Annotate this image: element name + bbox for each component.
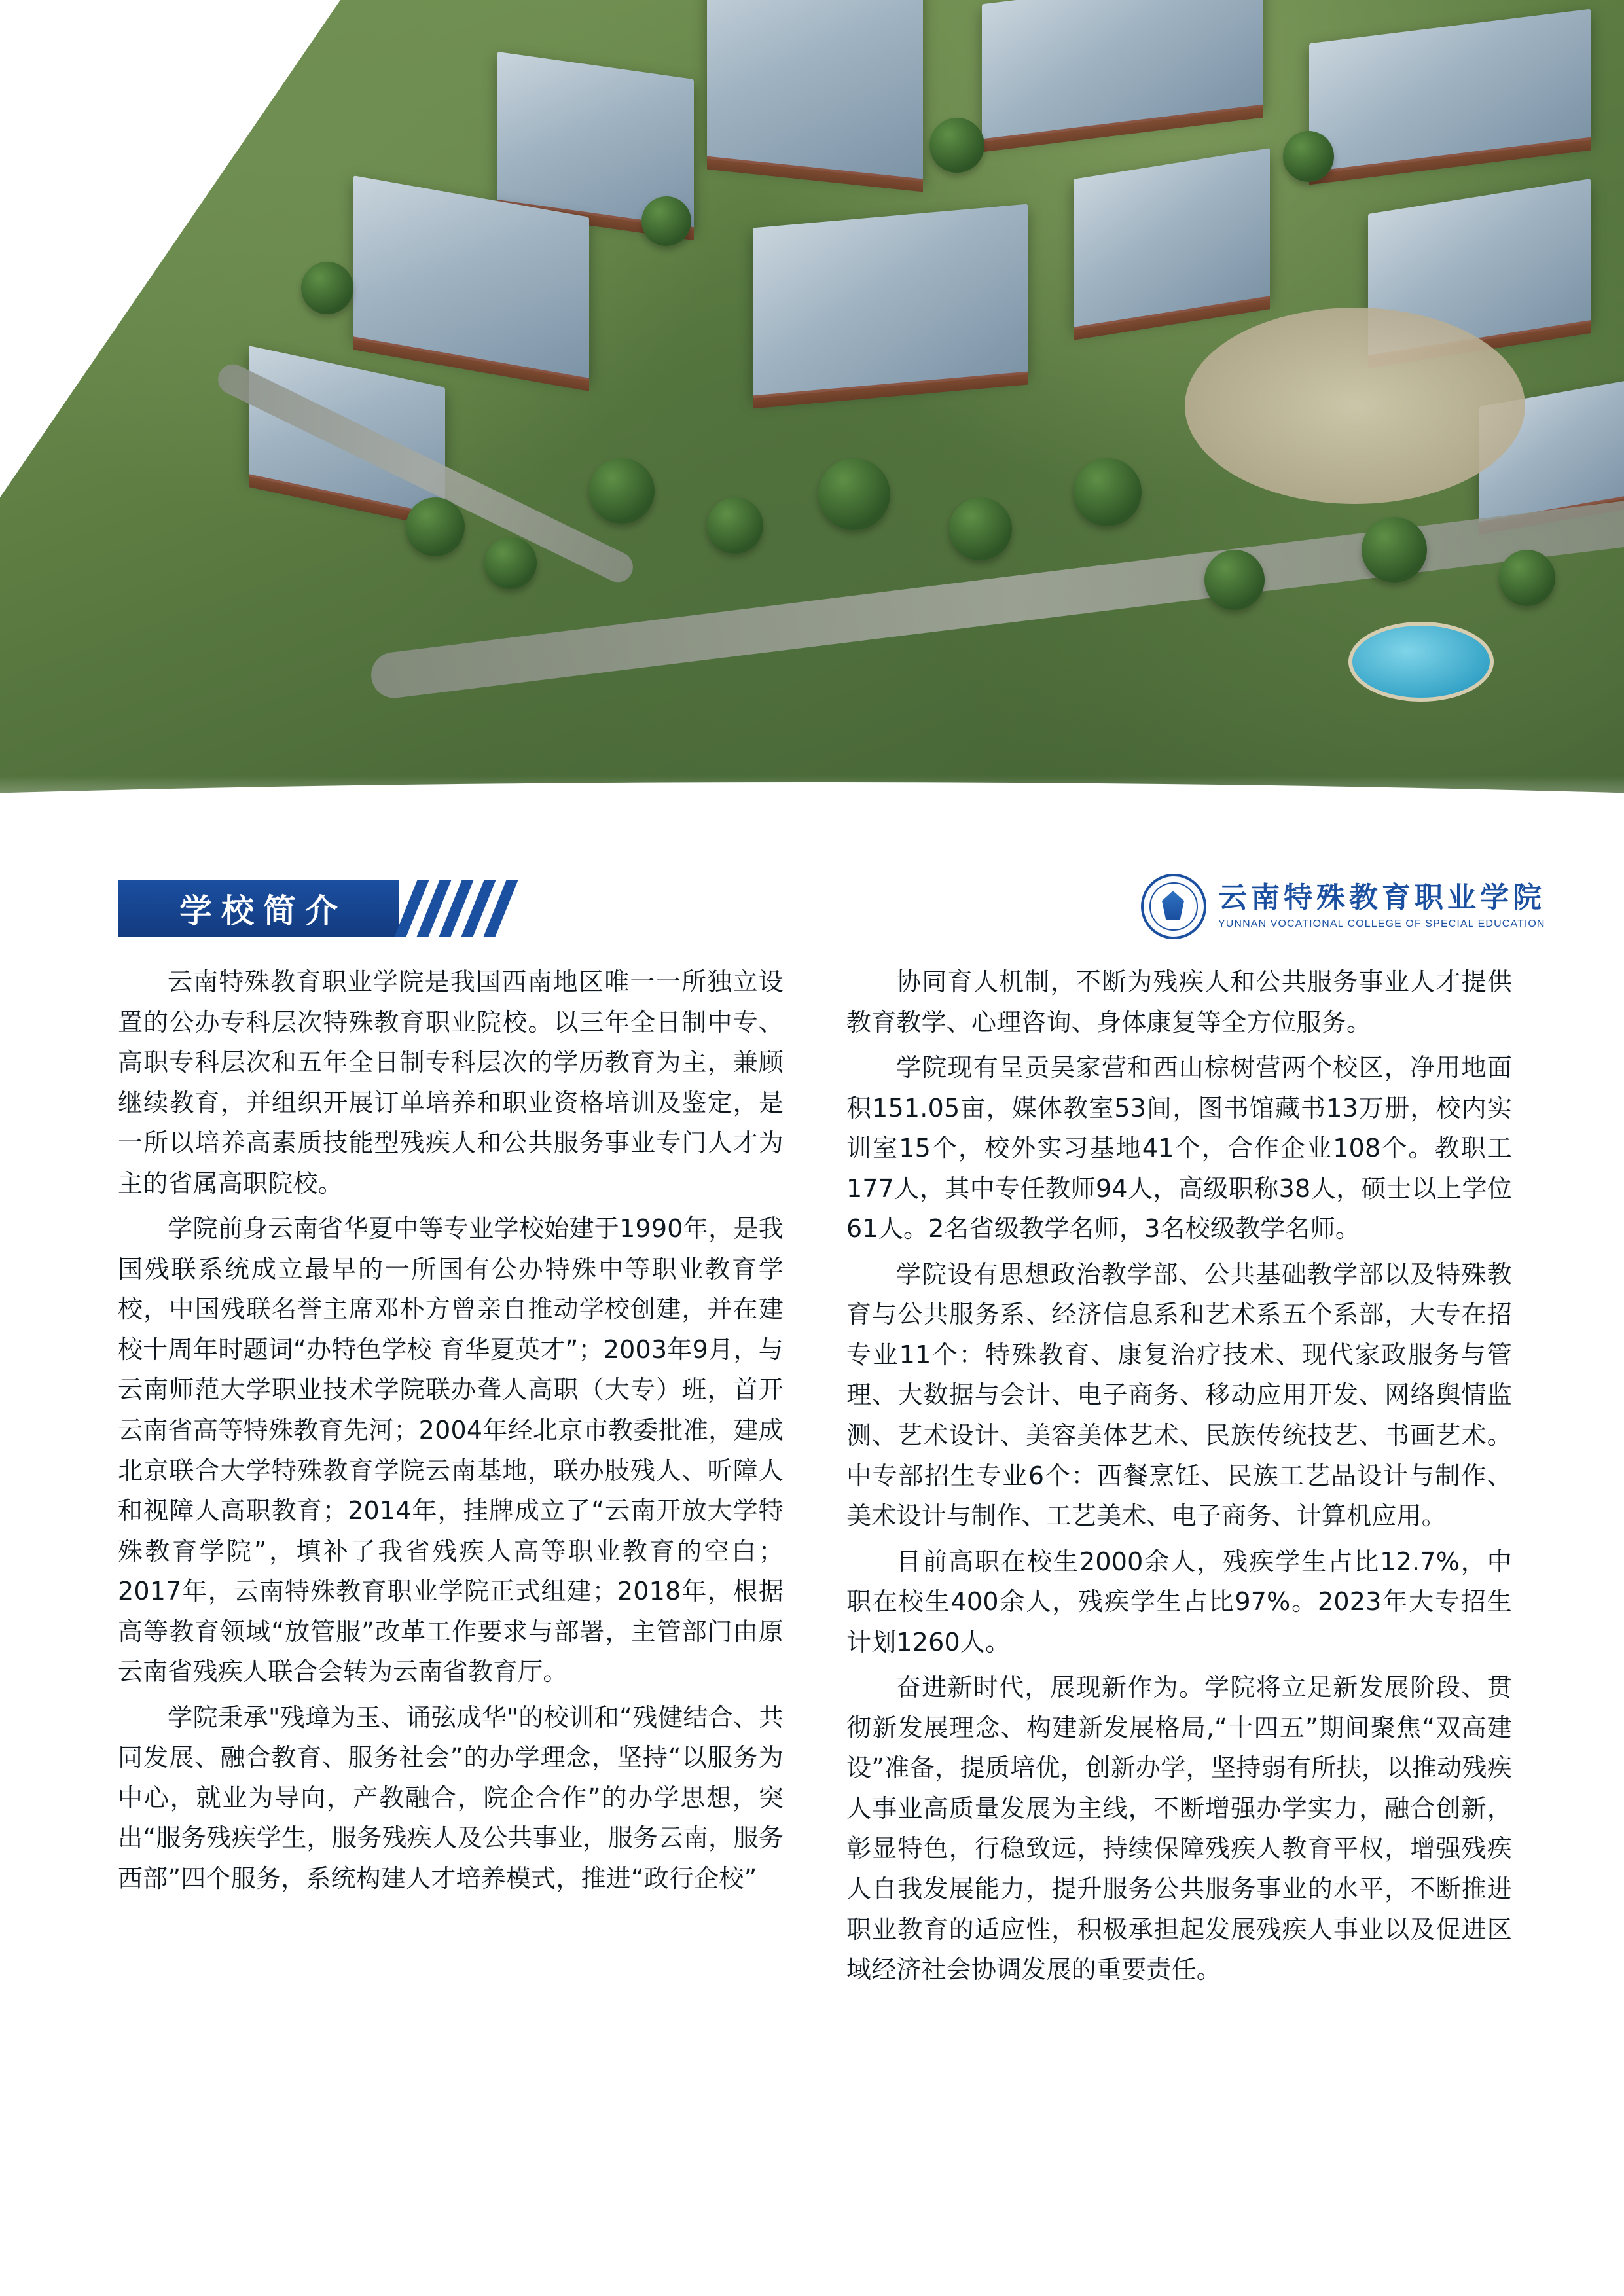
paragraph: 奋进新时代，展现新作为。学院将立足新发展阶段、贯彻新发展理念、构建新发展格局,“十四五”期间聚焦“双高建设”准备，提质培优，创新办学，坚持弱有所扶，以推动残疾人事业高质量发展为主线，不断增强办学实力，融合创新，彰显特色，行稳致远，持续保障残疾人教育平权，增强残疾人自我发展能力，提升服务公共服务事业的水平，不断推进职业教育的适应性，积极承担起发展残疾人事业以及促进区域经济社会协调发展的重要责任。: [846, 1673, 1512, 1984]
paragraph: 协同育人机制，不断为残疾人和公共服务事业人才提供教育教学、心理咨询、身体康复等全方位服务。: [846, 967, 1512, 1037]
college-name-en: YUNNAN VOCATIONAL COLLEGE OF SPECIAL EDUCATION: [1218, 918, 1545, 929]
campus-tree: [1074, 458, 1142, 526]
campus-tree: [929, 118, 984, 173]
college-logo: [1141, 874, 1545, 939]
paragraph: 目前高职在校生2000余人，残疾学生占比12.7%，中职在校生400余人，残疾学生占比97%。2023年大专招生计划1260人。: [846, 1547, 1512, 1657]
left-column: [118, 962, 784, 1996]
section-heading-slashes: [406, 880, 537, 937]
article-body: [118, 962, 1512, 1996]
right-column: [846, 962, 1512, 1996]
campus-tree: [818, 458, 890, 530]
campus-tree: [707, 497, 763, 554]
paragraph: 云南特殊教育职业学院是我国西南地区唯一一所独立设置的公办专科层次特殊教育职业院校。以三年全日制中专、高职专科层次和五年全日制专科层次的学历教育为主，兼顾继续教育，并组织开展订单培养和职业资格培训及鉴定，是一所以培养高素质技能型残疾人和公共服务事业专门人才为主的省属高职院校。: [118, 967, 784, 1198]
campus-building: [1309, 9, 1591, 175]
paragraph: 学院设有思想政治教学部、公共基础教学部以及特殊教育与公共服务系、经济信息系和艺术系五个系部，大专在招专业11个：特殊教育、康复治疗技术、现代家政服务与管理、大数据与会计、电子商务、移动应用开发、网络舆情监测、艺术设计、美容美体艺术、民族传统技艺、书画艺术。中专部招生专业6个：西餐烹饪、民族工艺品设计与制作、美术设计与制作、工艺美术、电子商务、计算机应用。: [846, 1259, 1512, 1531]
campus-building: [1074, 148, 1270, 330]
campus-pool: [1348, 622, 1494, 702]
campus-tree: [641, 196, 691, 246]
college-logo-text: [1218, 880, 1545, 930]
campus-building: [982, 0, 1263, 141]
campus-tree: [949, 497, 1012, 560]
paragraph: 学院现有呈贡吴家营和西山棕树营两个校区，净用地面积151.05亩，媒体教室53间，图书馆藏书13万册，校内实训室15个，校外实习基地41个，合作企业108个。教职工177人，其中专任教师94人，高级职称38人，硕士以上学位61人。2名省级教学名师，3名校级教学名师。: [846, 1053, 1512, 1244]
campus-building: [753, 204, 1028, 399]
campus-tree: [1204, 550, 1265, 610]
campus-plaza: [1185, 308, 1525, 504]
campus-building: [707, 0, 923, 181]
college-name-cn: 云南特殊教育职业学院: [1218, 880, 1545, 914]
campus-tree: [1362, 517, 1427, 583]
section-heading-tag: [118, 880, 399, 937]
paragraph: 学院前身云南省华夏中等专业学校始建于1990年，是我国残联系统成立最早的一所国有公办特殊中等职业教育学校，中国残联名誉主席邓朴方曾亲自推动学校创建，并在建校十周年时题词“办特色学校 育华夏英才”；2003年9月，与云南师范大学职业技术学院联办聋人高职（大专）班，首开云南省高等特殊教育先河；2004年经北京市教委批准，建成北京联合大学特殊教育学院云南基地，联办肢残人、听障人和视障人高职教育；2014年，挂牌成立了“云南开放大学特殊教育学院”，填补了我省残疾人高等职业教育的空白；2017年，云南特殊教育职业学院正式组建；2018年，根据高等教育领域“放管服”改革工作要求与部署，主管部门由原云南省残疾人联合会转为云南省教育厅。: [118, 1214, 784, 1687]
section-heading: [118, 880, 537, 937]
campus-tree: [1499, 550, 1555, 606]
college-seal-icon: [1141, 874, 1206, 939]
paragraph: 学院秉承"残璋为玉、诵弦成华"的校训和“残健结合、共同发展、融合教育、服务社会”的办学理念，坚持“以服务为中心，就业为导向，产教融合，院企合作”的办学思想，突出“服务残疾学生，服务残疾人及公共事业，服务云南，服务西部”四个服务，系统构建人才培养模式，推进“政行企校”: [118, 1702, 784, 1893]
campus-tree: [1283, 131, 1334, 182]
hero-banner: [0, 0, 1624, 874]
section-heading-label: 学校简介: [179, 892, 347, 930]
